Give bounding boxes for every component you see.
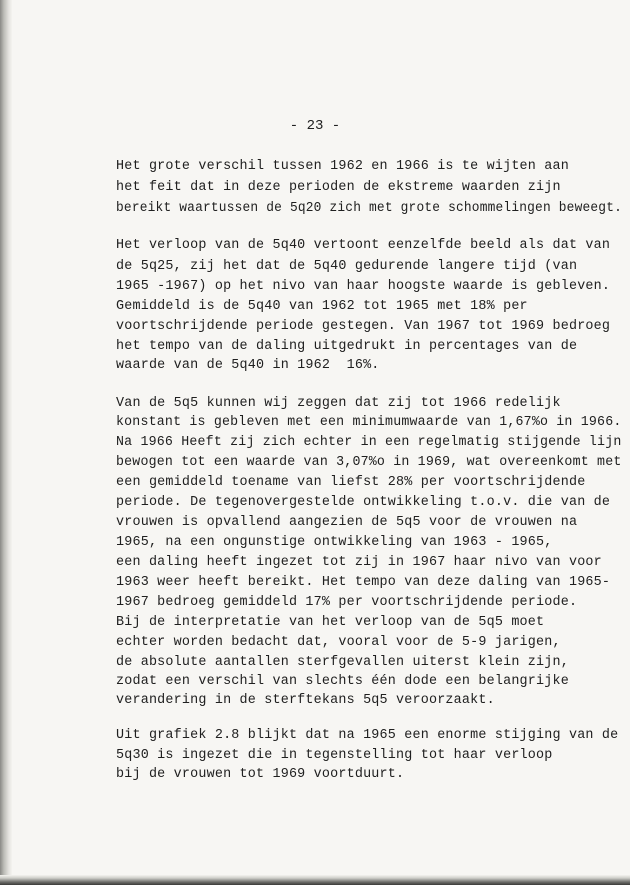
text-line: Uit grafiek 2.8 blijkt dat na 1965 een enorme stijging van de xyxy=(116,728,619,743)
text-line: Het grote verschil tussen 1962 en 1966 is te wijten aan xyxy=(116,159,569,174)
text-line: zodat een verschil van slechts één dode een belangrijke xyxy=(116,674,569,689)
text-line: 1963 weer heeft bereikt. Het tempo van deze daling van 1965- xyxy=(116,575,611,590)
text-line: 5q30 is ingezet die in tegenstelling tot haar verloop xyxy=(116,748,553,763)
text-line: Na 1966 Heeft zij zich echter in een regelmatig stijgende lijn xyxy=(116,435,622,450)
text-line: Gemiddeld is de 5q40 van 1962 tot 1965 met 18% per xyxy=(116,299,528,314)
text-line: 1967 bedroeg gemiddeld 17% per voortschrijdende periode. xyxy=(116,595,578,610)
text-line: Van de 5q5 kunnen wij zeggen dat zij tot 1966 redelijk xyxy=(116,396,561,411)
page-bottom-edge xyxy=(0,875,630,885)
text-line: een gemiddeld toename van liefst 28% per voortschrijdende xyxy=(116,475,586,490)
text-line: de 5q25, zij het dat de 5q40 gedurende langere tijd (van xyxy=(116,259,578,274)
text-line: bereikt waartussen de 5q20 zich met grote schommelingen beweegt. xyxy=(116,201,623,216)
text-line: bij de vrouwen tot 1969 voortduurt. xyxy=(116,767,405,782)
text-line: het tempo van de daling uitgedrukt in percentages van de xyxy=(116,339,578,354)
text-line: Bij de interpretatie van het verloop van de 5q5 moet xyxy=(116,615,545,630)
text-line: voortschrijdende periode gestegen. Van 1967 tot 1969 bedroeg xyxy=(116,319,611,334)
text-line: bewogen tot een waarde van 3,07%o in 1969, wat overeenkomt met xyxy=(116,455,622,470)
text-line: verandering in de sterftekans 5q5 veroorzaakt. xyxy=(116,693,495,708)
text-line: echter worden bedacht dat, vooral voor de 5-9 jarigen, xyxy=(116,635,561,650)
text-line: waarde van de 5q40 in 1962 16%. xyxy=(116,358,380,373)
text-line: de absolute aantallen sterfgevallen uiterst klein zijn, xyxy=(116,655,569,670)
text-line: periode. De tegenovergestelde ontwikkeling t.o.v. die van de xyxy=(116,495,611,510)
page-number: - 23 - xyxy=(289,118,341,134)
text-line: het feit dat in deze perioden de ekstreme waarden zijn xyxy=(116,180,561,195)
text-line: 1965, na een ongunstige ontwikkeling van 1963 - 1965, xyxy=(116,535,553,550)
text-line: 1965 -1967) op het nivo van haar hoogste waarde is gebleven. xyxy=(116,279,611,294)
text-line: een daling heeft ingezet tot zij in 1967 haar nivo van voor xyxy=(116,555,602,570)
text-line: vrouwen is opvallend aangezien de 5q5 voor de vrouwen na xyxy=(116,515,578,530)
text-line: konstant is gebleven met een minimumwaarde van 1,67%o in 1966. xyxy=(116,415,622,430)
text-line: Het verloop van de 5q40 vertoont eenzelfde beeld als dat van xyxy=(116,238,611,253)
